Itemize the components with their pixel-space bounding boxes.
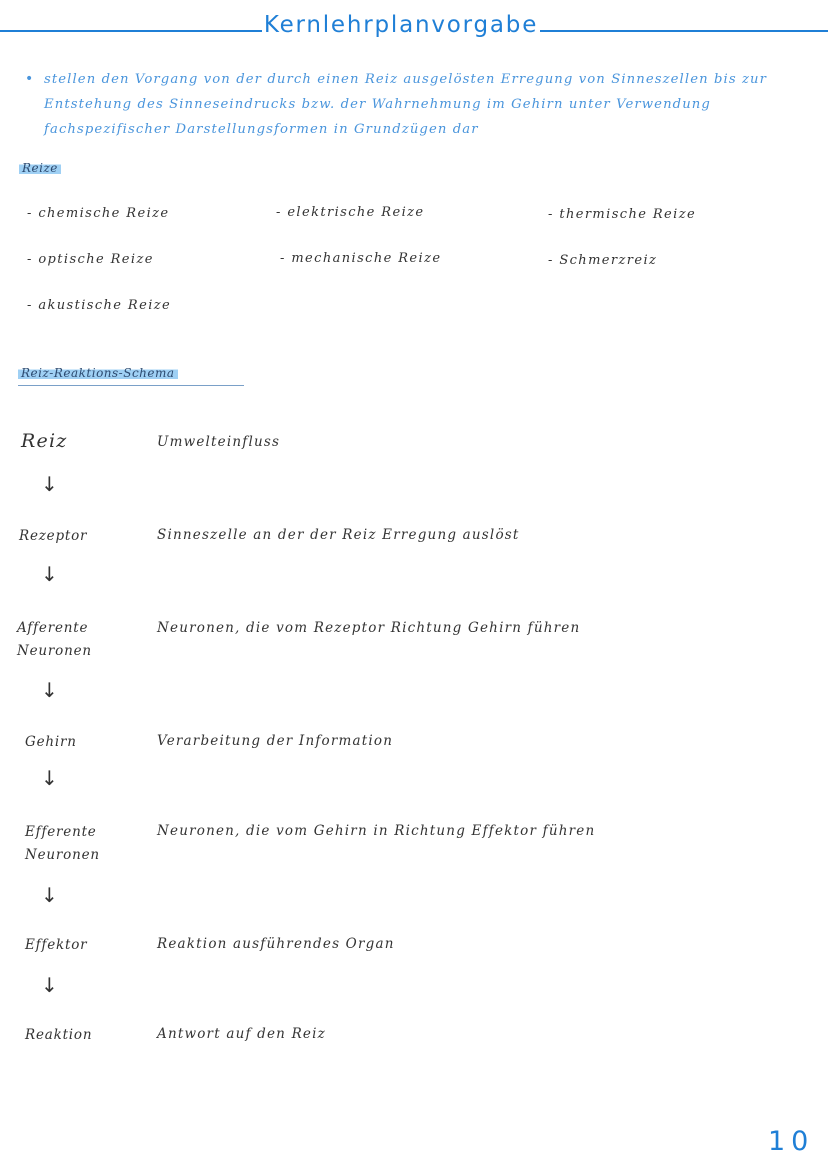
down-arrow-icon: ↓ (41, 472, 58, 496)
schema-description: Neuronen, die vom Rezeptor Richtung Gehirn führen (157, 620, 581, 636)
stimulus-item: - elektrische Reize (276, 205, 425, 220)
stimulus-item: - chemische Reize (27, 206, 170, 221)
intro-text: stellen den Vorgang von der durch einen Reiz ausgelösten Erregung von Sinneszellen bis zur Entstehung des Sinneseindrucks bzw. der Wahrnehmung im Gehirn unter Verwendung fachspezifischer Darstellungsformen in Grundzügen dar (44, 72, 768, 137)
schema-description: Umwelteinfluss (157, 434, 281, 450)
page-number: 10 (768, 1126, 815, 1157)
stimulus-item: - optische Reize (27, 252, 154, 267)
header-rule-left (0, 30, 262, 32)
stimulus-item: - thermische Reize (548, 207, 697, 222)
schema-description: Sinneszelle an der der Reiz Erregung auslöst (157, 527, 520, 543)
down-arrow-icon: ↓ (41, 973, 58, 997)
down-arrow-icon: ↓ (41, 678, 58, 702)
schema-description: Verarbeitung der Information (157, 733, 394, 749)
page-title: Kernlehrplanvorgabe (263, 12, 539, 38)
schema-description: Reaktion ausführendes Organ (157, 936, 395, 952)
schema-term: Gehirn (25, 734, 77, 750)
section-heading-reize: Reize (19, 161, 61, 175)
stimulus-item: - Schmerzreiz (548, 253, 658, 268)
schema-term: Reaktion (25, 1027, 93, 1043)
section-heading-underline (18, 385, 244, 386)
intro-bullet: • (25, 71, 34, 87)
schema-term: Afferente Neuronen (17, 620, 92, 659)
stimulus-item: - mechanische Reize (280, 251, 442, 266)
schema-description: Neuronen, die vom Gehirn in Richtung Effektor führen (157, 823, 596, 839)
schema-term: Effektor (25, 937, 88, 953)
down-arrow-icon: ↓ (41, 766, 58, 790)
schema-term: Rezeptor (19, 528, 88, 544)
schema-term: Efferente Neuronen (25, 824, 100, 863)
section-heading-schema: Reiz-Reaktions-Schema (18, 366, 178, 380)
stimulus-item: - akustische Reize (27, 298, 172, 313)
schema-description: Antwort auf den Reiz (157, 1026, 326, 1042)
schema-term: Reiz (21, 430, 68, 452)
header-rule-right (540, 30, 828, 32)
down-arrow-icon: ↓ (41, 562, 58, 586)
down-arrow-icon: ↓ (41, 883, 58, 907)
